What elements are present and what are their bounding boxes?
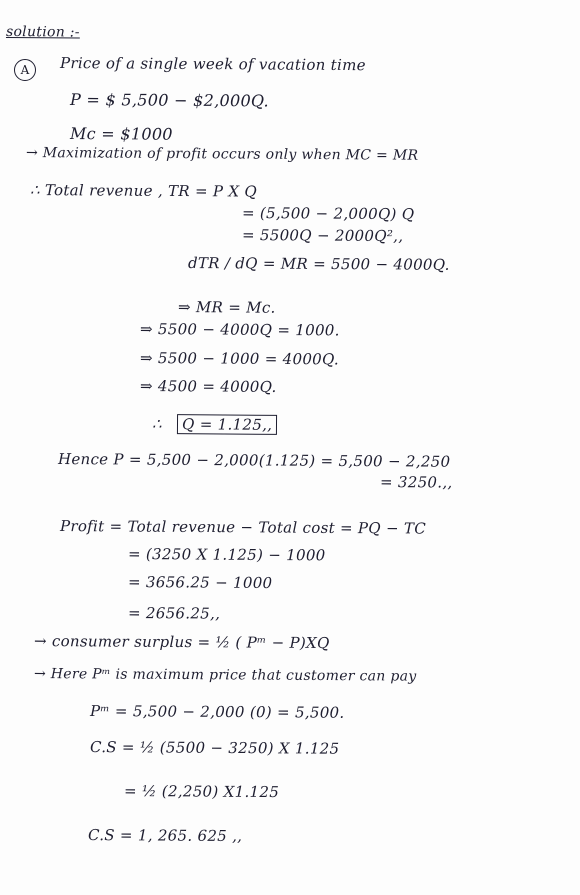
line-derivative-mr: dTR / dQ = MR = 5500 − 4000Q. [187,254,450,274]
line-solve-step-3: ⇒ 4500 = 4000Q. [139,377,277,396]
line-profit-step-2: = 3656.25 − 1000 [127,573,273,593]
line-cs-result: C.S = 1, 265. 625 ,, [87,826,243,846]
line-solve-step-2: ⇒ 5500 − 1000 = 4000Q. [139,349,340,369]
line-tr-step-2: = 5500Q − 2000Q²,, [241,226,404,246]
therefore-symbol: ∴ [151,415,162,434]
line-mr-equals-mc: ⇒ MR = Mc. [177,298,276,317]
line-tr-step-1: = (5,500 − 2,000Q) Q [241,204,415,224]
line-max-price-calc: Pᵐ = 5,500 − 2,000 (0) = 5,500. [89,702,345,722]
line-consumer-surplus-formula: → consumer surplus = ½ ( Pᵐ − P)XQ [33,632,330,653]
line-quantity-result [152,414,277,435]
line-max-price-definition: → Here Pᵐ is maximum price that customer can pay [33,666,417,685]
part-a-marker: A [14,59,36,81]
boxed-quantity: Q = 1.125,, [177,414,277,435]
line-profit-step-1: = (3250 X 1.125) − 1000 [127,545,326,565]
line-demand-equation: P = $ 5,500 − $2,000Q. [69,90,270,111]
line-marginal-cost: Mc = $1000 [69,124,173,144]
line-profit-result: = 2656.25,, [127,604,221,623]
line-price-calculation: Hence P = 5,500 − 2,000(1.125) = 5,500 − 2,250 [57,450,451,471]
line-profit-formula: Profit = Total revenue − Total cost = PQ − TC [59,517,427,538]
line-price-result: = 3250.,, [379,473,453,492]
line-solve-step-1: ⇒ 5500 − 4000Q = 1000. [139,320,340,340]
line-cs-step-1: C.S = ½ (5500 − 3250) X 1.125 [89,738,340,758]
line-cs-step-2: = ½ (2,250) X1.125 [123,782,280,802]
line-price-description: Price of a single week of vacation time [59,54,366,75]
line-maximization-rule: → Maximization of profit occurs only when MC = MR [25,145,419,164]
solution-heading: solution :- [5,24,80,41]
line-total-revenue: ∴ Total revenue , TR = P X Q [29,181,258,201]
